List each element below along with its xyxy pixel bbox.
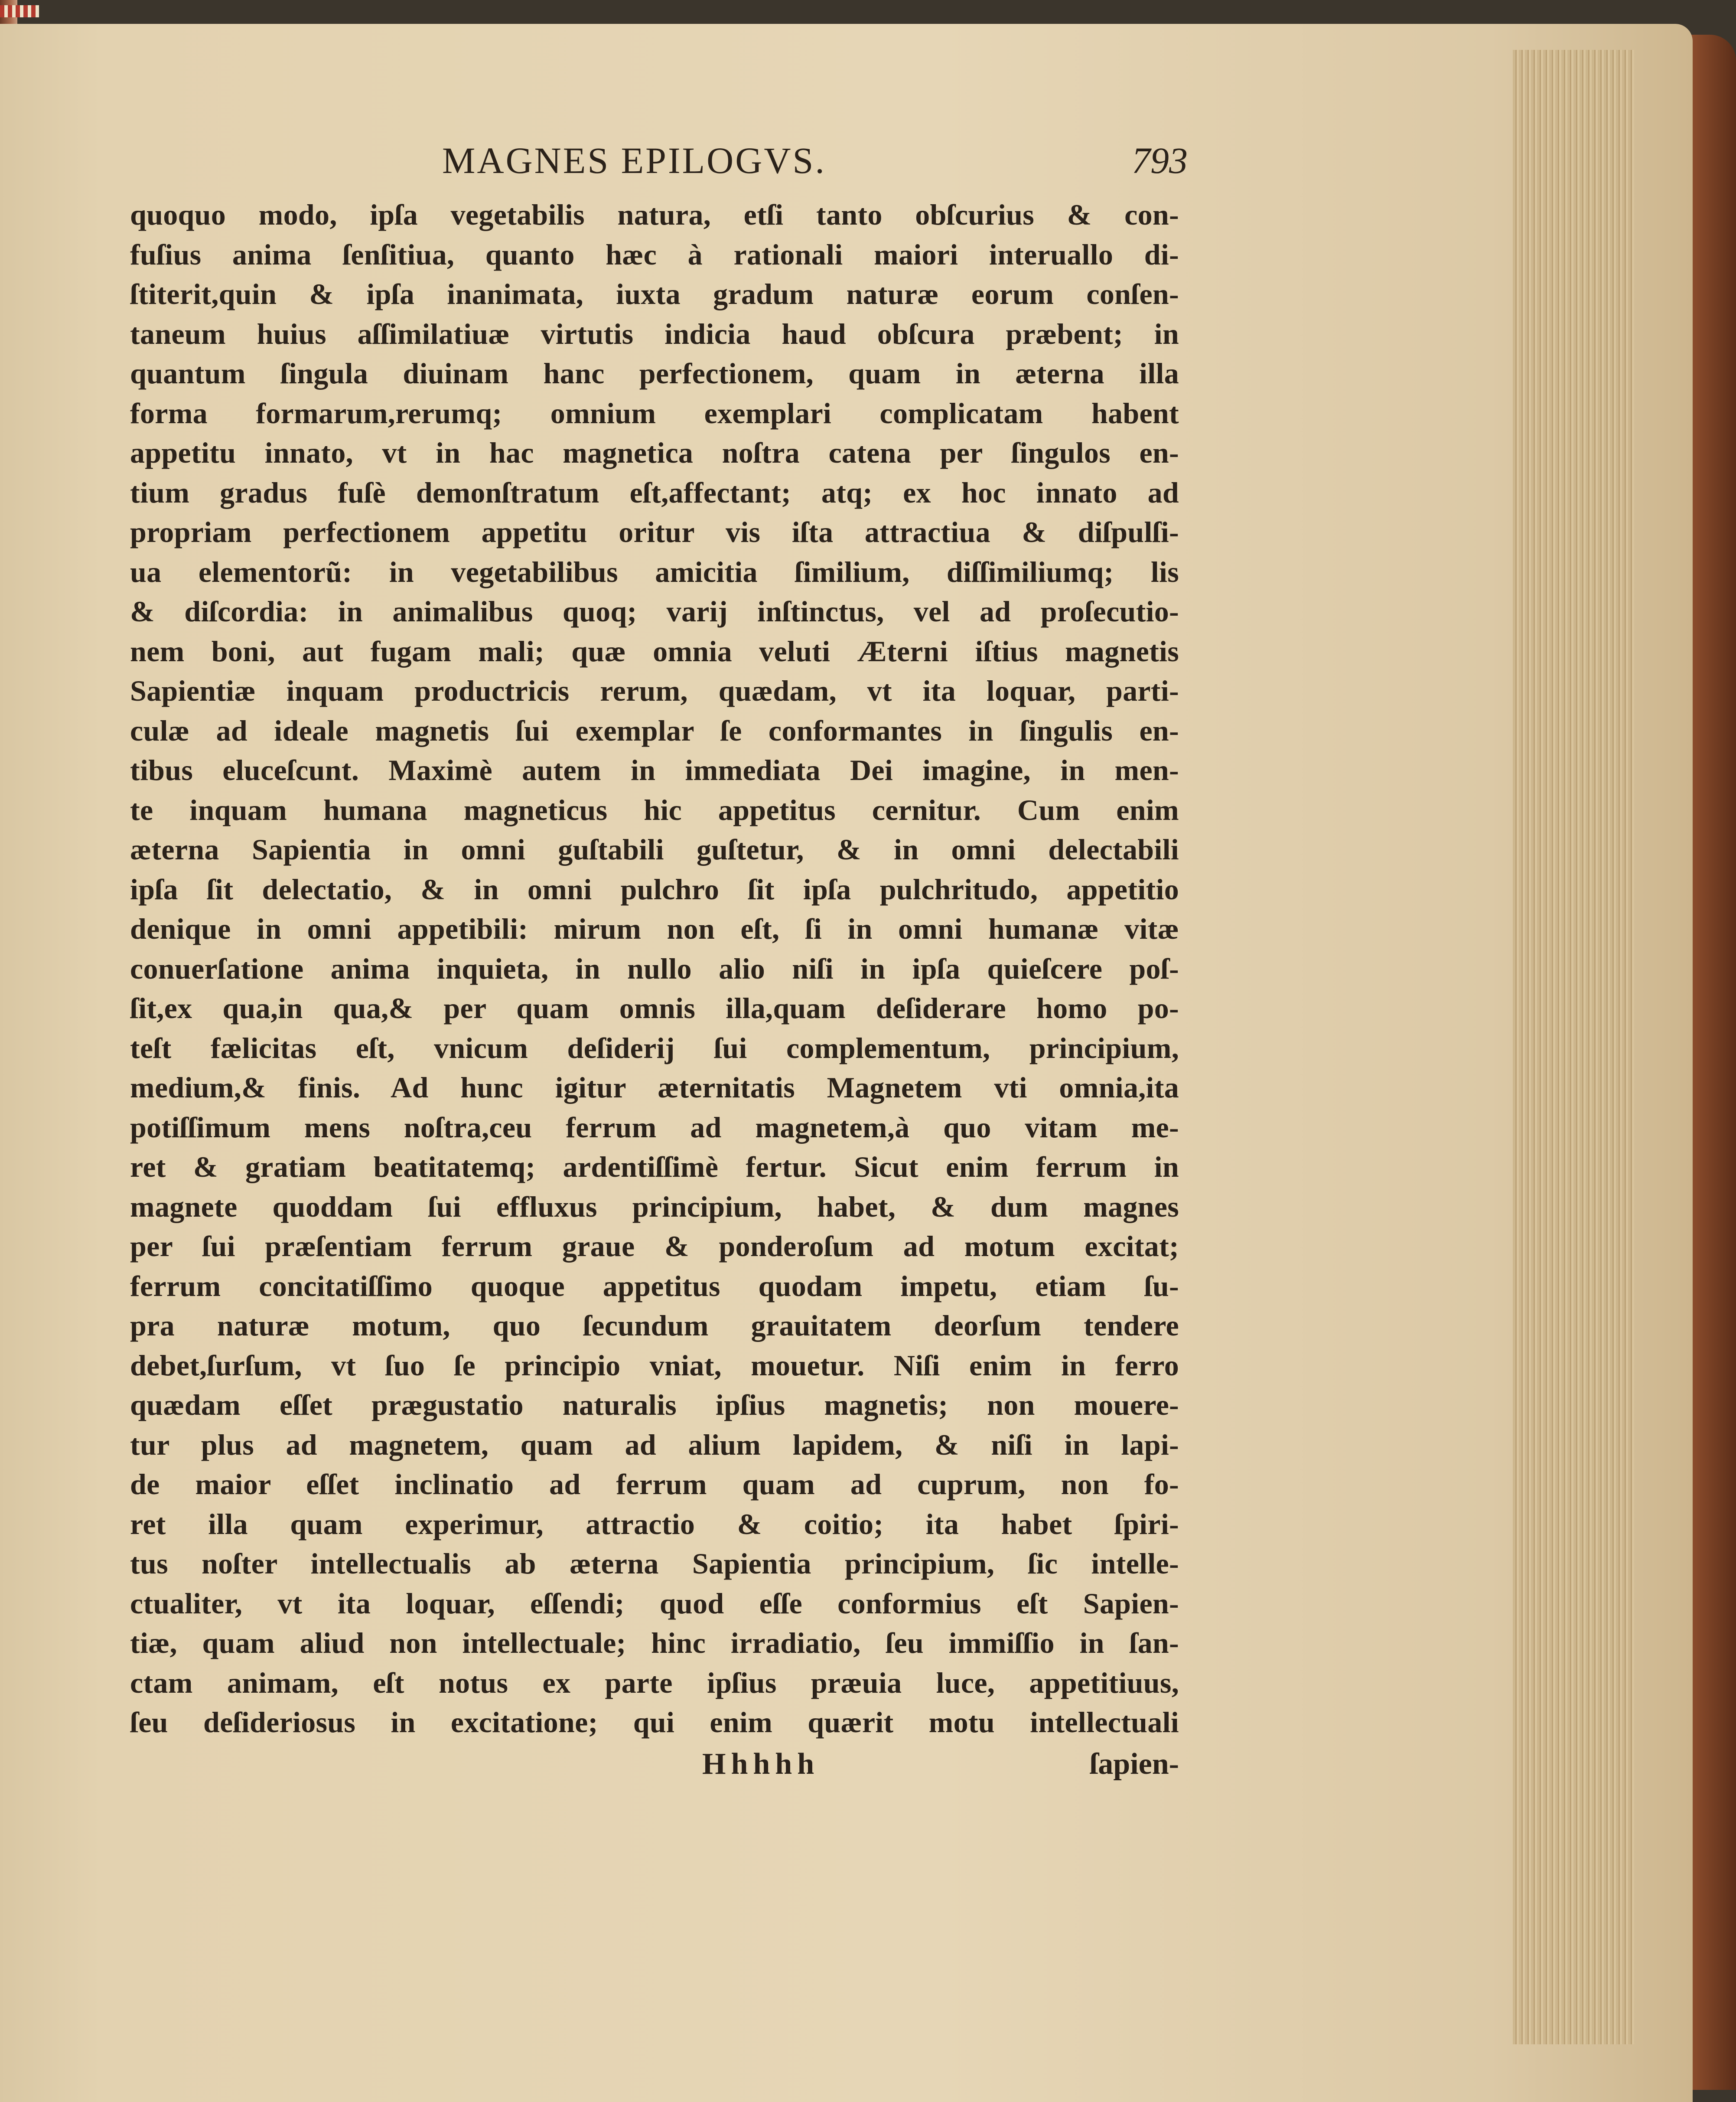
text-line: forma formarum,rerumq; omnium exemplari complicatam habent: [130, 396, 1179, 430]
text-line: quantum ſingula diuinam hanc perfectionem, quam in æterna illa: [130, 357, 1179, 390]
text-line: taneum huius aſſimilatiuæ virtutis indicia haud obſcura præbent; in: [130, 317, 1179, 350]
text-line: teſt fælicitas eſt, vnicum deſiderij ſui complementum, principium,: [130, 1031, 1179, 1064]
text-line: tus noſter intellectualis ab æterna Sapientia principium, ſic intelle-: [130, 1547, 1179, 1580]
text-line: & diſcordia: in animalibus quoq; varij inſtinctus, vel ad proſecutio-: [130, 595, 1179, 628]
text-line: denique in omni appetibili: mirum non eſt, ſi in omni humanæ vitæ: [130, 912, 1179, 945]
text-line: medium,& finis. Ad hunc igitur æternitatis Magnetem vti omnia,ita: [130, 1071, 1179, 1104]
text-line: tiæ, quam aliud non intellectuale; hinc irradiatio, ſeu immiſſio in ſan-: [130, 1626, 1179, 1659]
text-line: ctam animam, eſt notus ex parte ipſius præuia luce, appetitiuus,: [130, 1666, 1179, 1699]
text-line: tur plus ad magnetem, quam ad alium lapidem, & niſi in lapi-: [130, 1428, 1179, 1461]
text-line: debet,ſurſum, vt ſuo ſe principio vniat, mouetur. Niſi enim in ferro: [130, 1348, 1179, 1382]
text-line: appetitu innato, vt in hac magnetica noſtra catena per ſingulos en-: [130, 436, 1179, 469]
text-line: ſit,ex qua,in qua,& per quam omnis illa,quam deſiderare homo po-: [130, 992, 1179, 1025]
page-footer: [130, 1747, 1179, 1782]
text-line: per ſui præſentiam ferrum graue & ponderoſum ad motum excitat;: [130, 1230, 1179, 1263]
text-line: te inquam humana magneticus hic appetitus cernitur. Cum enim: [130, 793, 1179, 826]
text-line: quædam eſſet prægustatio naturalis ipſius magnetis; non mouere-: [130, 1388, 1179, 1421]
text-line: æterna Sapientia in omni guſtabili guſtetur, & in omni delectabili: [130, 833, 1179, 866]
text-line: tibus eluceſcunt. Maximè autem in immediata Dei imagine, in men-: [130, 754, 1179, 787]
page-fore-edge: [1513, 50, 1634, 2044]
text-line: ipſa ſit delectatio, & in omni pulchro ſit ipſa pulchritudo, appetitio: [130, 872, 1179, 906]
text-line: ua elementorũ: in vegetabilibus amicitia ſimilium, diſſimiliumq; lis: [130, 555, 1179, 588]
text-line: ferrum concitatiſſimo quoque appetitus quodam impetu, etiam ſu-: [130, 1269, 1179, 1302]
text-line: de maior eſſet inclinatio ad ferrum quam ad cuprum, non fo-: [130, 1468, 1179, 1501]
text-line: tium gradus fuſè demonſtratum eſt,affectant; atq; ex hoc innato ad: [130, 476, 1179, 509]
text-line: pra naturæ motum, quo ſecundum grauitatem deorſum tendere: [130, 1309, 1179, 1342]
text-line: ſeu deſideriosus in excitatione; qui enim quærit motu intellectuali: [130, 1706, 1179, 1739]
text-line: ret & gratiam beatitatemq; ardentiſſimè fertur. Sicut enim ferrum in: [130, 1150, 1179, 1183]
text-line: ret illa quam experimur, attractio & coitio; ita habet ſpiri-: [130, 1507, 1179, 1541]
text-block: [130, 139, 1188, 1782]
binding-tag-top: [0, 5, 39, 17]
signature-mark: Hhhhh: [702, 1747, 820, 1781]
text-line: fuſius anima ſenſitiua, quanto hæc à rationali maiori interuallo di-: [130, 238, 1179, 271]
text-line: Sapientiæ inquam productricis rerum, quædam, vt ita loquar, parti-: [130, 674, 1179, 707]
text-line: propriam perfectionem appetitu oritur vis iſta attractiua & diſpulſi-: [130, 516, 1179, 548]
text-line: quoquo modo, ipſa vegetabilis natura, etſi tanto obſcurius & con-: [130, 198, 1179, 231]
text-line: ctualiter, vt ita loquar, eſſendi; quod eſſe conformius eſt Sapien-: [130, 1586, 1179, 1620]
text-line: culæ ad ideale magnetis ſui exemplar ſe conformantes in ſingulis en-: [130, 714, 1179, 747]
body-text: [130, 195, 1179, 1743]
catchword: ſapien-: [1089, 1747, 1179, 1781]
running-head: [130, 139, 1188, 191]
text-line: ſtiterit,quin & ipſa inanimata, iuxta gradum naturæ eorum conſen-: [130, 277, 1179, 310]
text-line: potiſſimum mens noſtra,ceu ferrum ad magnetem,à quo vitam me-: [130, 1110, 1179, 1144]
text-line: magnete quoddam ſui effluxus principium, habet, & dum magnes: [130, 1190, 1179, 1223]
running-title: MAGNES EPILOGVS.: [442, 140, 826, 181]
text-line: nem boni, aut fugam mali; quæ omnia veluti Æterni iſtius magnetis: [130, 634, 1179, 668]
text-line: conuerſatione anima inquieta, in nullo alio niſi in ipſa quieſcere poſ-: [130, 952, 1179, 985]
page-number: 793: [1132, 140, 1188, 181]
